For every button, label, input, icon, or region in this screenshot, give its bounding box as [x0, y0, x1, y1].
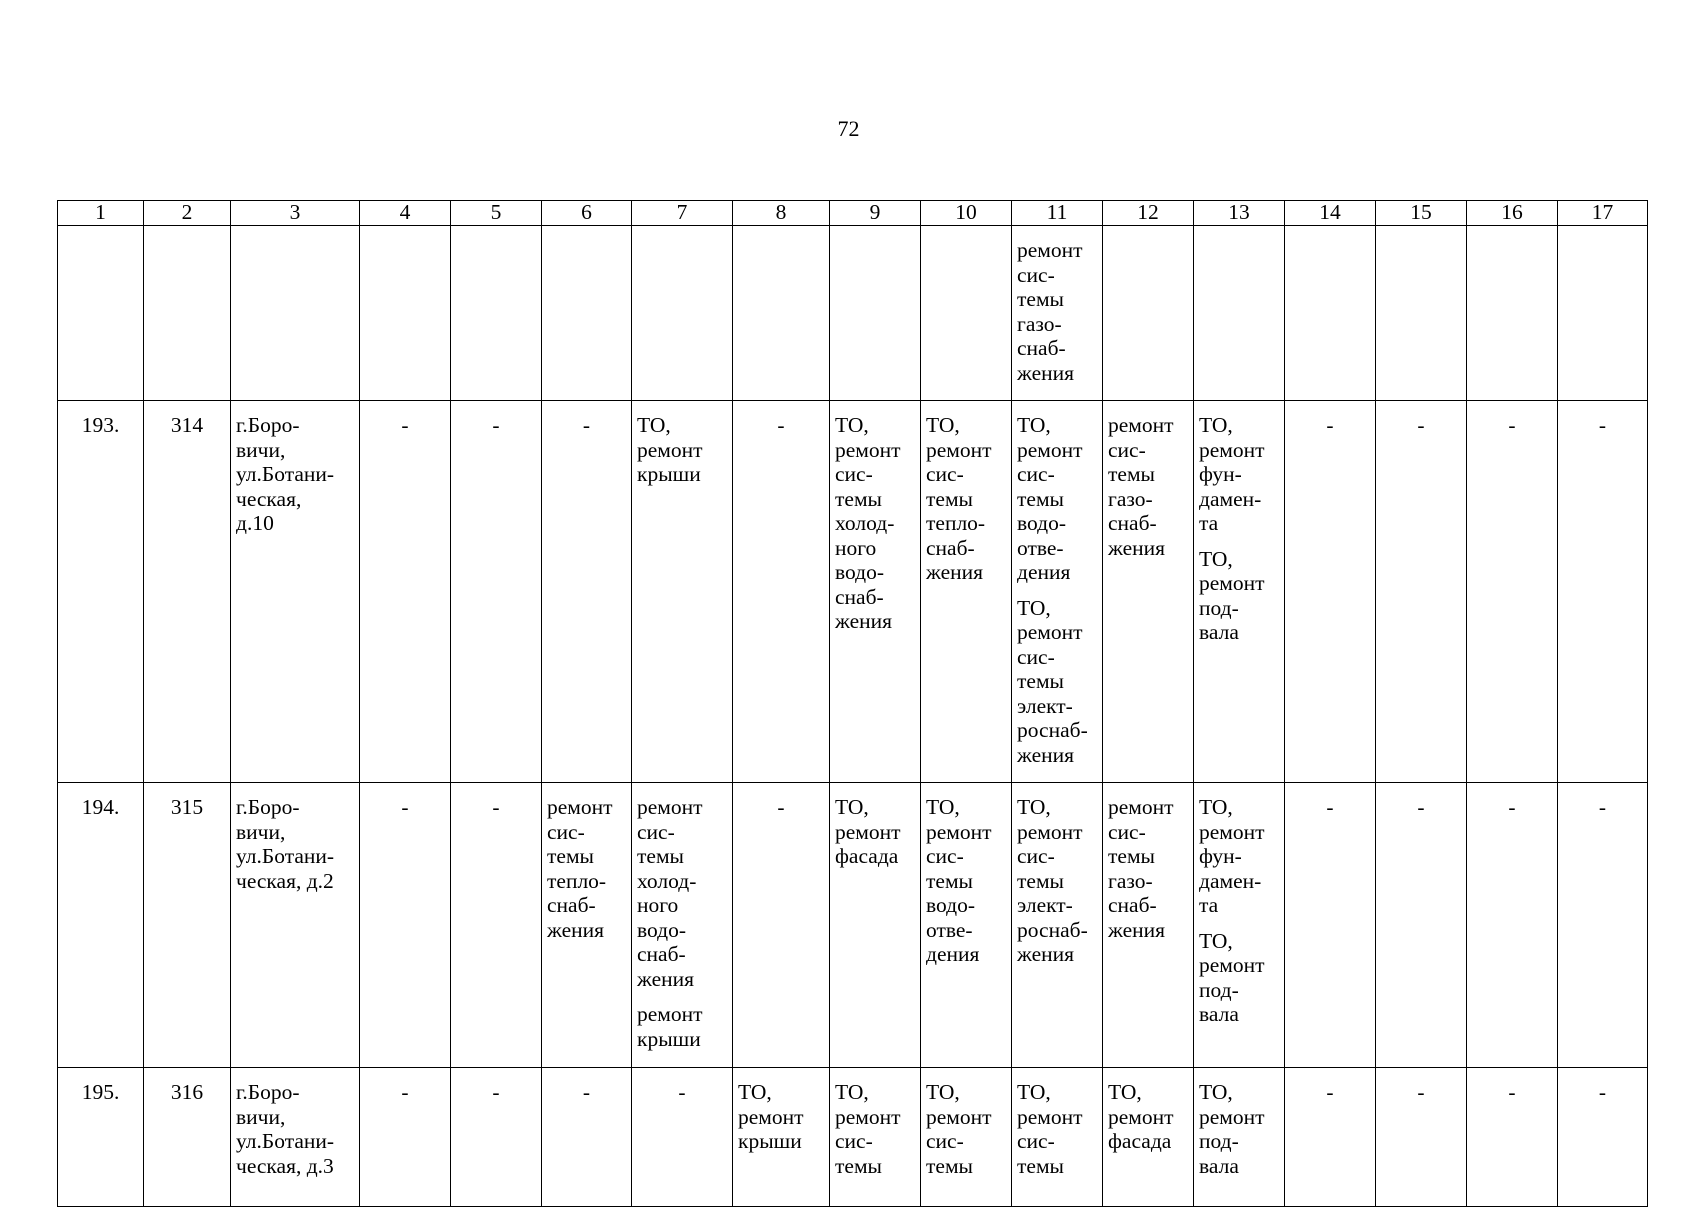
- cell-text-block: г.Боро- вичи, ул.Ботани- ческая, д.2: [236, 795, 335, 893]
- table-cell-col-2: [144, 226, 231, 401]
- cell-text-block: ТО, ремонт сис- темы элект- роснаб- жения: [1017, 795, 1088, 966]
- column-header-11: 11: [1012, 201, 1103, 226]
- column-header-3: 3: [231, 201, 360, 226]
- table-cell-col-7: [632, 226, 733, 401]
- table-cell-col-2: 316: [144, 1068, 231, 1207]
- table-cell-col-2: 315: [144, 783, 231, 1068]
- table-cell-col-7: -: [632, 1068, 733, 1207]
- table-cell-col-1: [58, 226, 144, 401]
- column-header-9: 9: [830, 201, 921, 226]
- column-header-5: 5: [451, 201, 542, 226]
- table-cell-col-14: [1285, 226, 1376, 401]
- table-cell-col-16: -: [1467, 783, 1558, 1068]
- table-cell-col-13: [1194, 783, 1285, 1068]
- cell-text-block: ремонт сис- темы газо- снаб- жения: [1108, 413, 1174, 560]
- table-cell-col-7: [632, 783, 733, 1068]
- table-cell-col-8: -: [733, 783, 830, 1068]
- column-header-2: 2: [144, 201, 231, 226]
- table-cell-col-12: [1103, 401, 1194, 783]
- table-cell-col-11: [1012, 783, 1103, 1068]
- column-header-15: 15: [1376, 201, 1467, 226]
- cell-text-block: г.Боро- вичи, ул.Ботани- ческая, д.3: [236, 1080, 335, 1178]
- cell-text-block: ТО, ремонт сис- темы: [1017, 1080, 1083, 1178]
- table-cell-col-6: -: [542, 1068, 632, 1207]
- table-cell-col-1: 193.: [58, 401, 144, 783]
- cell-text-block: ТО, ремонт фун- дамен- та: [1199, 413, 1265, 535]
- table-cell-col-3: [231, 401, 360, 783]
- column-header-8: 8: [733, 201, 830, 226]
- table-row: [58, 1068, 1648, 1207]
- table-cell-col-10: [921, 1068, 1012, 1207]
- table-cell-col-15: -: [1376, 1068, 1467, 1207]
- column-header-16: 16: [1467, 201, 1558, 226]
- cell-text-block: ТО, ремонт фун- дамен- та: [1199, 795, 1265, 917]
- cell-text-block: ремонт крыши: [637, 1002, 703, 1051]
- table-cell-col-17: -: [1558, 1068, 1648, 1207]
- cell-text-block: ТО, ремонт сис- темы: [926, 1080, 992, 1178]
- column-number-header-row: [58, 201, 1648, 226]
- column-header-13: 13: [1194, 201, 1285, 226]
- table-cell-col-16: -: [1467, 401, 1558, 783]
- table-cell-col-8: [733, 226, 830, 401]
- table-cell-col-12: [1103, 1068, 1194, 1207]
- table-cell-col-11: [1012, 401, 1103, 783]
- cell-text-block: ТО, ремонт фасада: [835, 795, 901, 868]
- table-cell-col-12: [1103, 783, 1194, 1068]
- table-cell-col-5: -: [451, 1068, 542, 1207]
- column-header-7: 7: [632, 201, 733, 226]
- cell-text-block: ТО, ремонт сис- темы элект- роснаб- жения: [1017, 595, 1088, 767]
- table-cell-col-13: [1194, 226, 1285, 401]
- table-cell-col-16: [1467, 226, 1558, 401]
- column-header-17: 17: [1558, 201, 1648, 226]
- table-cell-col-5: [451, 226, 542, 401]
- table-cell-col-17: -: [1558, 783, 1648, 1068]
- table-cell-col-10: [921, 783, 1012, 1068]
- table-cell-col-15: -: [1376, 401, 1467, 783]
- page-number: 72: [837, 116, 860, 141]
- column-header-1: 1: [58, 201, 144, 226]
- column-header-12: 12: [1103, 201, 1194, 226]
- table-cell-col-3: [231, 1068, 360, 1207]
- column-header-6: 6: [542, 201, 632, 226]
- table-cell-col-17: [1558, 226, 1648, 401]
- repair-schedule-table: [57, 200, 1648, 1207]
- table-cell-col-8: -: [733, 401, 830, 783]
- table-cell-col-6: [542, 226, 632, 401]
- cell-text-block: ремонт сис- темы тепло- снаб- жения: [547, 795, 613, 942]
- cell-text-block: ТО, ремонт сис- темы тепло- снаб- жения: [926, 413, 992, 584]
- table-cell-col-9: [830, 783, 921, 1068]
- cell-text-block: ТО, ремонт крыши: [637, 413, 703, 486]
- table-cell-col-4: -: [360, 1068, 451, 1207]
- column-header-4: 4: [360, 201, 451, 226]
- table-cell-col-4: -: [360, 783, 451, 1068]
- cell-text-block: г.Боро- вичи, ул.Ботани- ческая, д.10: [236, 413, 335, 535]
- cell-text-block: ремонт сис- темы холод- ного водо- снаб- жения: [637, 795, 703, 991]
- cell-text-block: ТО, ремонт сис- темы холод- ного водо- снаб- жения: [835, 413, 901, 633]
- table-cell-col-10: [921, 226, 1012, 401]
- table-cell-col-8: [733, 1068, 830, 1207]
- table-cell-col-13: [1194, 1068, 1285, 1207]
- cell-text-block: ТО, ремонт сис- темы водо- отве- дения: [926, 795, 992, 966]
- table-cell-col-4: [360, 226, 451, 401]
- table-cell-col-5: -: [451, 783, 542, 1068]
- table-cell-col-17: -: [1558, 401, 1648, 783]
- table-cell-col-14: -: [1285, 783, 1376, 1068]
- table-cell-col-9: [830, 401, 921, 783]
- table-cell-col-9: [830, 1068, 921, 1207]
- table-row: [58, 401, 1648, 783]
- table-cell-col-2: 314: [144, 401, 231, 783]
- table-cell-col-13: [1194, 401, 1285, 783]
- table-cell-col-10: [921, 401, 1012, 783]
- table-cell-col-5: -: [451, 401, 542, 783]
- cell-text-block: ТО, ремонт под- вала: [1199, 928, 1265, 1026]
- cell-text-block: ТО, ремонт фасада: [1108, 1080, 1174, 1153]
- cell-text-block: ТО, ремонт под- вала: [1199, 546, 1265, 644]
- table-cell-col-9: [830, 226, 921, 401]
- table-cell-col-7: [632, 401, 733, 783]
- cell-text-block: ТО, ремонт крыши: [738, 1080, 804, 1153]
- table-cell-col-6: -: [542, 401, 632, 783]
- table-row: [58, 226, 1648, 401]
- table-cell-col-11: [1012, 226, 1103, 401]
- table-cell-col-3: [231, 783, 360, 1068]
- table-cell-col-4: -: [360, 401, 451, 783]
- column-header-10: 10: [921, 201, 1012, 226]
- table-cell-col-14: -: [1285, 401, 1376, 783]
- cell-text-block: ремонт сис- темы газо- снаб- жения: [1017, 238, 1083, 385]
- table-cell-col-12: [1103, 226, 1194, 401]
- cell-text-block: ремонт сис- темы газо- снаб- жения: [1108, 795, 1174, 942]
- cell-text-block: ТО, ремонт сис- темы водо- отве- дения: [1017, 413, 1083, 584]
- table-cell-col-15: -: [1376, 783, 1467, 1068]
- table-cell-col-6: [542, 783, 632, 1068]
- cell-text-block: ТО, ремонт под- вала: [1199, 1080, 1265, 1178]
- table-cell-col-1: 194.: [58, 783, 144, 1068]
- table-cell-col-11: [1012, 1068, 1103, 1207]
- table-cell-col-16: -: [1467, 1068, 1558, 1207]
- table-cell-col-1: 195.: [58, 1068, 144, 1207]
- table-cell-col-15: [1376, 226, 1467, 401]
- table-row: [58, 783, 1648, 1068]
- cell-text-block: ТО, ремонт сис- темы: [835, 1080, 901, 1178]
- table-cell-col-3: [231, 226, 360, 401]
- table-cell-col-14: -: [1285, 1068, 1376, 1207]
- column-header-14: 14: [1285, 201, 1376, 226]
